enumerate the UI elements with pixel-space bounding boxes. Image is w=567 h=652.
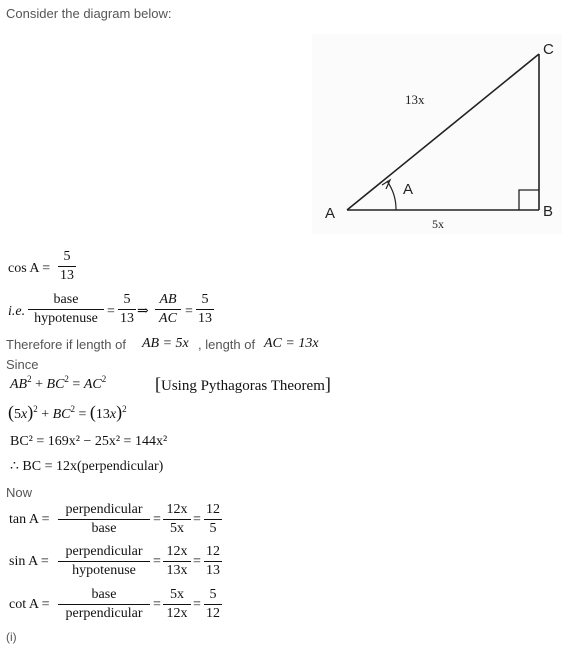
fraction-bar	[58, 266, 76, 267]
tan-fraction-1	[58, 502, 150, 537]
sin-f1-denominator: hypotenuse	[72, 563, 136, 578]
sin-f2-numerator: 12x	[166, 544, 188, 559]
fraction-bar	[163, 561, 191, 562]
result-equation: ∴ BC = 12x(perpendicular)	[10, 459, 164, 474]
fraction-bar	[204, 561, 222, 562]
ie-f1-denominator: hypotenuse	[34, 311, 98, 326]
cos-numerator: 5	[63, 249, 71, 264]
equals-sign: =	[153, 597, 161, 612]
tan-lhs: tan A =	[9, 512, 50, 527]
sin-lhs: sin A =	[9, 554, 49, 569]
label-base: 5x	[432, 217, 444, 231]
cot-f1-numerator: base	[91, 587, 117, 602]
cot-f2-denominator: 12x	[166, 606, 188, 621]
sin-f3-denominator: 13	[206, 563, 220, 578]
implies-arrow-icon: ⇒	[137, 304, 149, 319]
equals-sign: =	[107, 304, 115, 319]
tan-f2-denominator: 5x	[170, 521, 184, 536]
tan-f3-denominator: 5	[209, 521, 217, 536]
ie-fraction-2	[118, 292, 136, 327]
equals-sign: =	[193, 512, 201, 527]
cot-f2-numerator: 5x	[170, 587, 184, 602]
ie-fraction-4	[196, 292, 214, 327]
tan-fraction-3	[204, 502, 222, 537]
equals-sign: =	[153, 512, 161, 527]
sin-f2-denominator: 13x	[166, 563, 188, 578]
label-vertex-b: B	[543, 203, 554, 220]
fraction-bar	[58, 604, 150, 605]
simplified-equation: BC² = 169x² − 25x² = 144x²	[10, 434, 168, 449]
fraction-bar	[58, 561, 150, 562]
equals-sign: =	[153, 554, 161, 569]
therefore-text-1: Therefore if length of	[6, 337, 126, 352]
ie-f4-numerator: 5	[201, 292, 209, 307]
cos-denominator: 13	[60, 268, 74, 283]
fraction-bar	[196, 309, 214, 310]
fraction-bar	[163, 604, 191, 605]
pythagoras-note-text: Using Pythagoras Theorem	[161, 378, 325, 394]
sin-fraction-2	[163, 544, 191, 579]
pythagoras-equation: $AB^2 + BC^2 = AC^2$	[10, 374, 107, 392]
ie-f4-denominator: 13	[198, 311, 212, 326]
ie-f3-numerator: AB	[159, 292, 177, 307]
tan-fraction-2	[163, 502, 191, 537]
cot-f3-numerator: 5	[209, 587, 217, 602]
tan-f1-numerator: perpendicular	[65, 502, 143, 517]
cot-f3-denominator: 12	[206, 606, 220, 621]
sin-fraction-1	[58, 544, 150, 579]
sin-f3-numerator: 12	[206, 544, 220, 559]
cot-fraction-2	[163, 587, 191, 622]
equals-sign: =	[193, 554, 201, 569]
diagram-background	[312, 34, 562, 234]
tan-f3-numerator: 12	[206, 502, 220, 517]
cos-lhs: cos A =	[8, 261, 51, 276]
ie-f3-denominator: AC	[159, 311, 177, 326]
label-angle-a: A	[403, 181, 414, 198]
since-text: Since	[6, 357, 39, 372]
tan-f2-numerator: 12x	[166, 502, 188, 517]
fraction-bar	[28, 309, 104, 310]
therefore-eq-2	[264, 336, 319, 352]
therefore-eq-1-text: AB = 5x	[142, 336, 189, 351]
now-text: Now	[6, 485, 33, 500]
triangle-diagram	[312, 34, 562, 234]
sin-fraction-3	[204, 544, 222, 579]
ie-prefix-text: i.e.	[8, 304, 26, 319]
label-vertex-c: C	[543, 41, 554, 58]
ie-prefix	[8, 304, 25, 320]
pythagoras-note: [Using Pythagoras Theorem]	[155, 374, 331, 394]
cot-fraction-1	[58, 587, 150, 622]
therefore-eq-2-text: AC = 13x	[264, 336, 319, 351]
intro-text: Consider the diagram below:	[6, 6, 172, 21]
footer-label: (i)	[6, 630, 17, 644]
ie-f2-numerator: 5	[123, 292, 131, 307]
sin-f1-numerator: perpendicular	[65, 544, 143, 559]
substitution-equation: $(5x)^2 + BC^2 = (13x)^2$	[8, 402, 127, 422]
equals-sign: =	[193, 597, 201, 612]
ie-f2-denominator: 13	[120, 311, 134, 326]
cot-lhs: cot A =	[9, 597, 50, 612]
cos-fraction	[58, 249, 76, 284]
fraction-bar	[204, 519, 222, 520]
fraction-bar	[58, 519, 150, 520]
fraction-bar	[155, 309, 181, 310]
ie-fraction-3	[155, 292, 181, 327]
therefore-text-2: , length of	[198, 337, 256, 352]
equals-sign: =	[185, 304, 193, 319]
therefore-eq-1	[142, 336, 189, 352]
fraction-bar	[118, 309, 136, 310]
fraction-bar	[163, 519, 191, 520]
fraction-bar	[204, 604, 222, 605]
ie-f1-numerator: base	[53, 292, 79, 307]
cot-fraction-3	[204, 587, 222, 622]
tan-f1-denominator: base	[91, 521, 117, 536]
label-vertex-a: A	[325, 205, 336, 222]
ie-fraction-1	[28, 292, 104, 327]
label-hypotenuse: 13x	[405, 92, 425, 107]
cot-f1-denominator: perpendicular	[65, 606, 143, 621]
